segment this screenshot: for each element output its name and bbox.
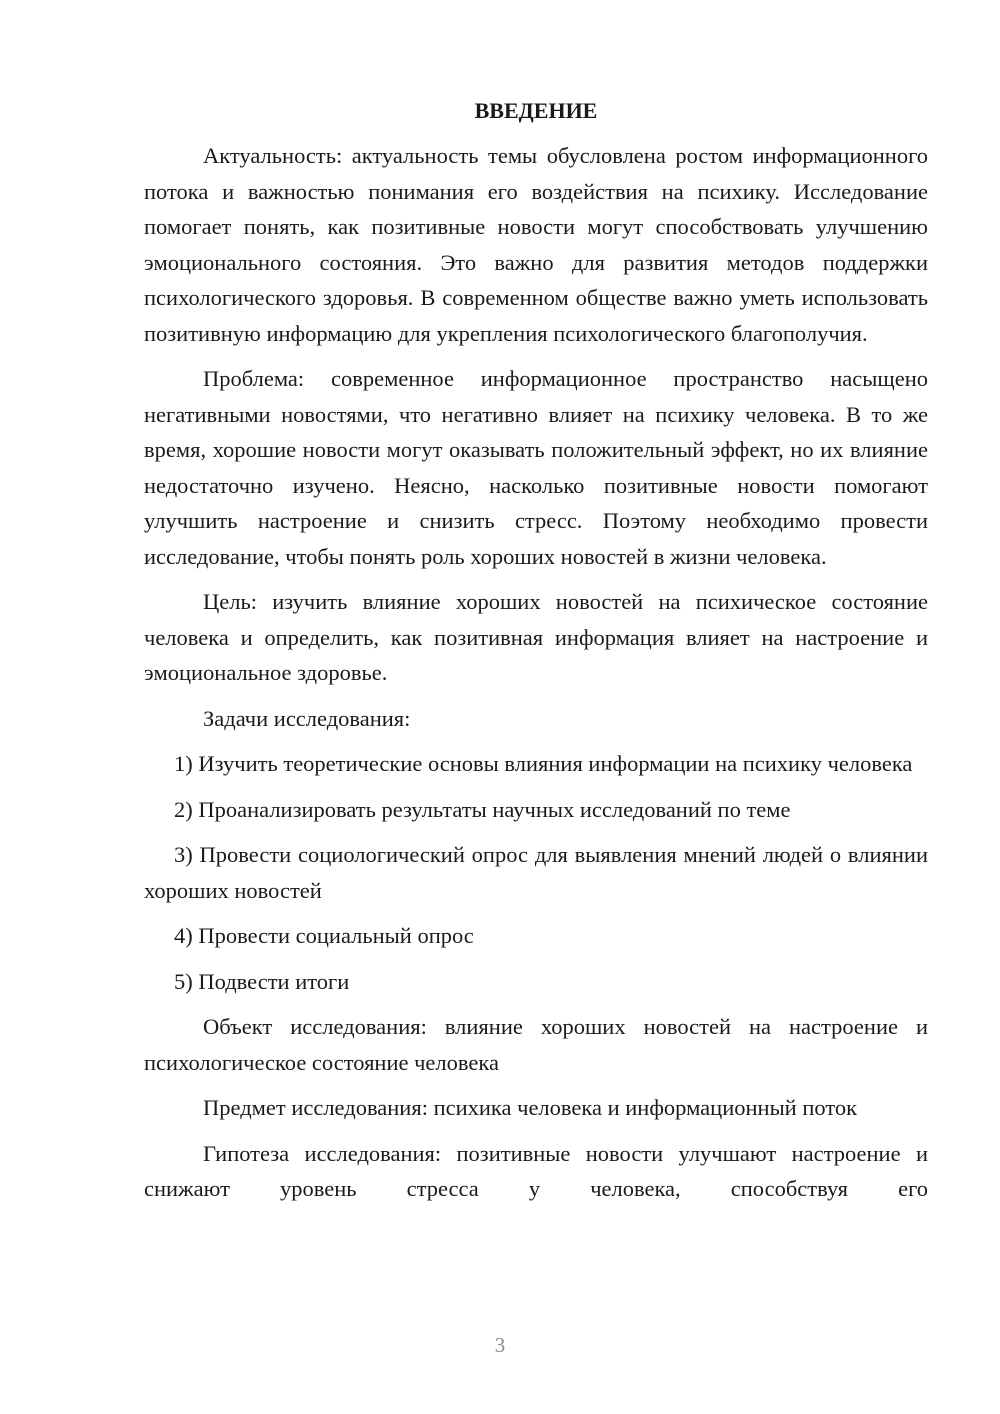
task-item-1: 1) Изучить теоретические основы влияния информации на психику человека <box>174 751 913 776</box>
paragraph-hypothesis: Гипотеза исследования: позитивные новости улучшают настроение и снижают уровень стресса у человека, способствуя его <box>144 1140 928 1201</box>
document-title: ВВЕДЕНИЕ <box>474 98 598 123</box>
paragraph-problem: Проблема: современное информационное пространство насыщено негативными новостями, что негативно влияет на психику человека. В то же время, хорошие новости могут оказывать положительный эффект, но их влияние недостаточно изучено. Неясно, насколько позитивные новости помогают улучшить настроение и снизить стресс. Поэтому необходимо провести исследование, чтобы понять роль хороших новостей в жизни человека. <box>144 366 928 569</box>
paragraph-subject: Предмет исследования: психика человека и информационный поток <box>203 1095 858 1120</box>
task-item-2: 2) Проанализировать результаты научных исследований по теме <box>174 796 791 822</box>
page-number: 3 <box>494 1333 506 1357</box>
task-item-4: 4) Провести социальный опрос <box>174 923 474 948</box>
tasks-heading: Задачи исследования: <box>203 705 411 731</box>
paragraph-relevance: Актуальность: актуальность темы обусловлена ростом информационного потока и важностью понимания его воздействия на психику. Исследование помогает понять, как позитивные новости могут способствовать улучшению эмоционального состояния. Это важно для развития методов поддержки психологического здоровья. В современном обществе важно уметь использовать позитивную информацию для укрепления психологического благополучия. <box>144 143 928 346</box>
task-item-3: 3) Провести социологический опрос для выявления мнений людей о влиянии хороших новостей <box>144 842 928 903</box>
document-page <box>144 94 928 1217</box>
paragraph-object: Объект исследования: влияние хороших новостей на настроение и психологическое состояние человека <box>144 1014 928 1075</box>
paragraph-goal: Цель: изучить влияние хороших новостей на психическое состояние человека и определить, как позитивная информация влияет на настроение и эмоциональное здоровье. <box>144 589 928 685</box>
task-item-5: 5) Подвести итоги <box>174 968 350 994</box>
